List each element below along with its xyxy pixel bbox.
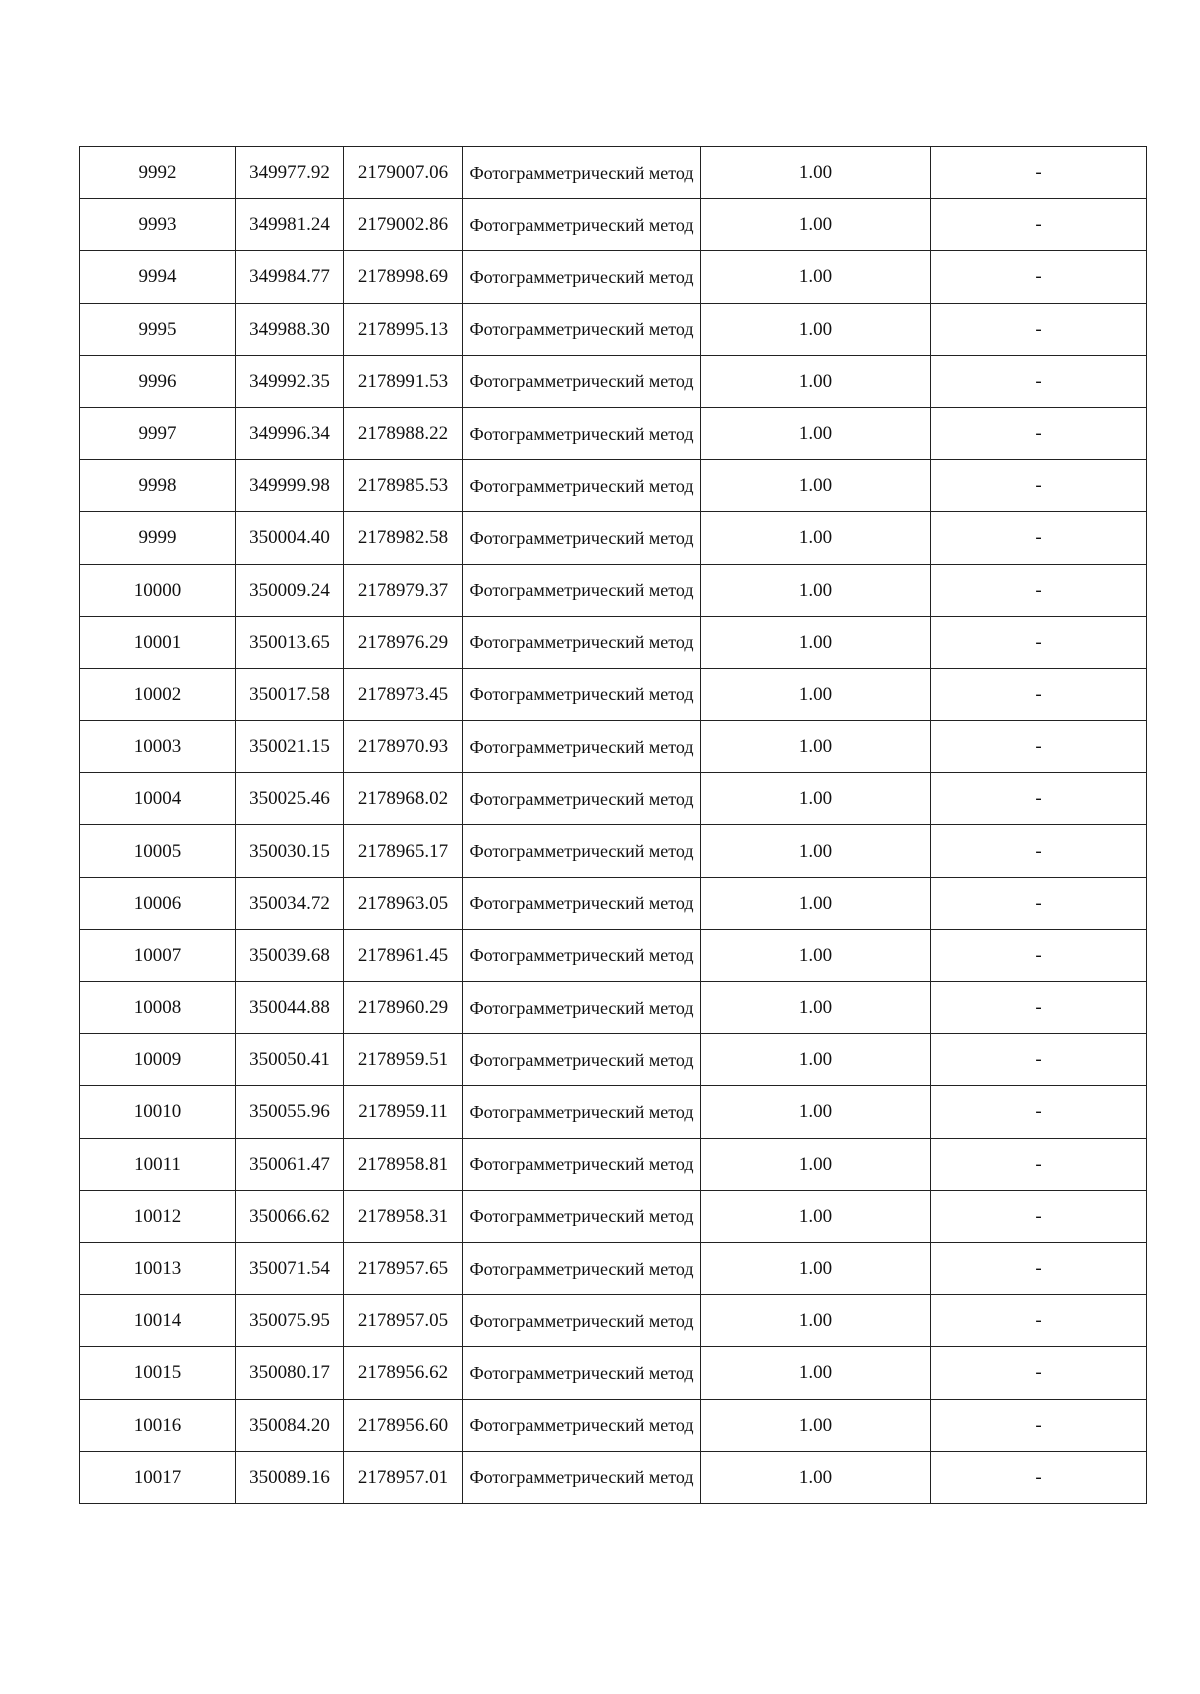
method-cell: Фотограмметрический метод <box>463 929 701 981</box>
x-coordinate-cell: 350034.72 <box>236 877 344 929</box>
accuracy-cell: 1.00 <box>701 982 931 1034</box>
table-row <box>80 1347 1147 1399</box>
y-coordinate-cell: 2178982.58 <box>344 512 463 564</box>
note-cell: - <box>931 355 1147 407</box>
x-coordinate-cell: 350030.15 <box>236 825 344 877</box>
note-cell: - <box>931 1347 1147 1399</box>
note-cell: - <box>931 1399 1147 1451</box>
table-row <box>80 251 1147 303</box>
point-number-cell: 10014 <box>80 1295 236 1347</box>
point-number-cell: 10005 <box>80 825 236 877</box>
table-row <box>80 355 1147 407</box>
y-coordinate-cell: 2178957.05 <box>344 1295 463 1347</box>
coordinates-table-body <box>80 147 1147 1504</box>
y-coordinate-cell: 2178991.53 <box>344 355 463 407</box>
note-cell: - <box>931 721 1147 773</box>
table-row <box>80 512 1147 564</box>
point-number-cell: 10017 <box>80 1451 236 1503</box>
x-coordinate-cell: 350044.88 <box>236 982 344 1034</box>
y-coordinate-cell: 2178979.37 <box>344 564 463 616</box>
method-cell: Фотограмметрический метод <box>463 1242 701 1294</box>
table-row <box>80 929 1147 981</box>
x-coordinate-cell: 350050.41 <box>236 1034 344 1086</box>
y-coordinate-cell: 2178973.45 <box>344 668 463 720</box>
point-number-cell: 10016 <box>80 1399 236 1451</box>
table-row <box>80 1399 1147 1451</box>
method-cell: Фотограмметрический метод <box>463 773 701 825</box>
y-coordinate-cell: 2178965.17 <box>344 825 463 877</box>
table-row <box>80 1295 1147 1347</box>
point-number-cell: 10010 <box>80 1086 236 1138</box>
method-cell: Фотограмметрический метод <box>463 199 701 251</box>
accuracy-cell: 1.00 <box>701 1190 931 1242</box>
accuracy-cell: 1.00 <box>701 199 931 251</box>
method-cell: Фотограмметрический метод <box>463 564 701 616</box>
method-cell: Фотограмметрический метод <box>463 1451 701 1503</box>
method-cell: Фотограмметрический метод <box>463 982 701 1034</box>
accuracy-cell: 1.00 <box>701 1347 931 1399</box>
note-cell: - <box>931 1086 1147 1138</box>
accuracy-cell: 1.00 <box>701 460 931 512</box>
point-number-cell: 10009 <box>80 1034 236 1086</box>
point-number-cell: 10008 <box>80 982 236 1034</box>
x-coordinate-cell: 349981.24 <box>236 199 344 251</box>
y-coordinate-cell: 2178976.29 <box>344 616 463 668</box>
note-cell: - <box>931 1295 1147 1347</box>
y-coordinate-cell: 2178985.53 <box>344 460 463 512</box>
table-row <box>80 773 1147 825</box>
x-coordinate-cell: 350017.58 <box>236 668 344 720</box>
accuracy-cell: 1.00 <box>701 1242 931 1294</box>
method-cell: Фотограмметрический метод <box>463 1086 701 1138</box>
x-coordinate-cell: 350025.46 <box>236 773 344 825</box>
point-number-cell: 10001 <box>80 616 236 668</box>
y-coordinate-cell: 2178998.69 <box>344 251 463 303</box>
point-number-cell: 9996 <box>80 355 236 407</box>
accuracy-cell: 1.00 <box>701 668 931 720</box>
y-coordinate-cell: 2179007.06 <box>344 147 463 199</box>
y-coordinate-cell: 2178988.22 <box>344 407 463 459</box>
y-coordinate-cell: 2178959.11 <box>344 1086 463 1138</box>
y-coordinate-cell: 2178958.31 <box>344 1190 463 1242</box>
coordinates-table <box>79 146 1147 1504</box>
method-cell: Фотограмметрический метод <box>463 512 701 564</box>
accuracy-cell: 1.00 <box>701 512 931 564</box>
method-cell: Фотограмметрический метод <box>463 1399 701 1451</box>
table-row <box>80 1451 1147 1503</box>
method-cell: Фотограмметрический метод <box>463 460 701 512</box>
note-cell: - <box>931 407 1147 459</box>
method-cell: Фотограмметрический метод <box>463 1347 701 1399</box>
note-cell: - <box>931 1190 1147 1242</box>
note-cell: - <box>931 929 1147 981</box>
y-coordinate-cell: 2178968.02 <box>344 773 463 825</box>
table-row <box>80 1242 1147 1294</box>
y-coordinate-cell: 2178956.62 <box>344 1347 463 1399</box>
y-coordinate-cell: 2178957.65 <box>344 1242 463 1294</box>
method-cell: Фотограмметрический метод <box>463 1034 701 1086</box>
point-number-cell: 10006 <box>80 877 236 929</box>
x-coordinate-cell: 350071.54 <box>236 1242 344 1294</box>
accuracy-cell: 1.00 <box>701 825 931 877</box>
point-number-cell: 9992 <box>80 147 236 199</box>
table-row <box>80 147 1147 199</box>
accuracy-cell: 1.00 <box>701 355 931 407</box>
point-number-cell: 10002 <box>80 668 236 720</box>
y-coordinate-cell: 2178961.45 <box>344 929 463 981</box>
x-coordinate-cell: 349996.34 <box>236 407 344 459</box>
method-cell: Фотограмметрический метод <box>463 303 701 355</box>
note-cell: - <box>931 512 1147 564</box>
point-number-cell: 9994 <box>80 251 236 303</box>
x-coordinate-cell: 350009.24 <box>236 564 344 616</box>
accuracy-cell: 1.00 <box>701 721 931 773</box>
accuracy-cell: 1.00 <box>701 1451 931 1503</box>
method-cell: Фотограмметрический метод <box>463 355 701 407</box>
table-row <box>80 1138 1147 1190</box>
note-cell: - <box>931 251 1147 303</box>
note-cell: - <box>931 199 1147 251</box>
table-row <box>80 1034 1147 1086</box>
note-cell: - <box>931 773 1147 825</box>
y-coordinate-cell: 2178960.29 <box>344 982 463 1034</box>
x-coordinate-cell: 350066.62 <box>236 1190 344 1242</box>
table-row <box>80 303 1147 355</box>
x-coordinate-cell: 350004.40 <box>236 512 344 564</box>
method-cell: Фотограмметрический метод <box>463 1138 701 1190</box>
accuracy-cell: 1.00 <box>701 251 931 303</box>
point-number-cell: 9995 <box>80 303 236 355</box>
y-coordinate-cell: 2178958.81 <box>344 1138 463 1190</box>
y-coordinate-cell: 2178970.93 <box>344 721 463 773</box>
point-number-cell: 10003 <box>80 721 236 773</box>
note-cell: - <box>931 460 1147 512</box>
note-cell: - <box>931 1451 1147 1503</box>
method-cell: Фотограмметрический метод <box>463 825 701 877</box>
point-number-cell: 9998 <box>80 460 236 512</box>
y-coordinate-cell: 2178995.13 <box>344 303 463 355</box>
table-row <box>80 1190 1147 1242</box>
note-cell: - <box>931 147 1147 199</box>
note-cell: - <box>931 877 1147 929</box>
accuracy-cell: 1.00 <box>701 147 931 199</box>
accuracy-cell: 1.00 <box>701 877 931 929</box>
method-cell: Фотограмметрический метод <box>463 721 701 773</box>
point-number-cell: 10007 <box>80 929 236 981</box>
y-coordinate-cell: 2178956.60 <box>344 1399 463 1451</box>
method-cell: Фотограмметрический метод <box>463 147 701 199</box>
point-number-cell: 10012 <box>80 1190 236 1242</box>
table-row <box>80 825 1147 877</box>
point-number-cell: 10000 <box>80 564 236 616</box>
table-row <box>80 199 1147 251</box>
x-coordinate-cell: 349977.92 <box>236 147 344 199</box>
accuracy-cell: 1.00 <box>701 407 931 459</box>
accuracy-cell: 1.00 <box>701 1138 931 1190</box>
accuracy-cell: 1.00 <box>701 303 931 355</box>
point-number-cell: 10004 <box>80 773 236 825</box>
x-coordinate-cell: 350039.68 <box>236 929 344 981</box>
x-coordinate-cell: 349992.35 <box>236 355 344 407</box>
note-cell: - <box>931 303 1147 355</box>
x-coordinate-cell: 349999.98 <box>236 460 344 512</box>
point-number-cell: 10013 <box>80 1242 236 1294</box>
y-coordinate-cell: 2178959.51 <box>344 1034 463 1086</box>
point-number-cell: 9999 <box>80 512 236 564</box>
table-row <box>80 982 1147 1034</box>
table-row <box>80 668 1147 720</box>
method-cell: Фотограмметрический метод <box>463 616 701 668</box>
point-number-cell: 10011 <box>80 1138 236 1190</box>
accuracy-cell: 1.00 <box>701 1295 931 1347</box>
table-row <box>80 877 1147 929</box>
table-row <box>80 721 1147 773</box>
accuracy-cell: 1.00 <box>701 564 931 616</box>
table-row <box>80 1086 1147 1138</box>
note-cell: - <box>931 1242 1147 1294</box>
note-cell: - <box>931 564 1147 616</box>
method-cell: Фотограмметрический метод <box>463 251 701 303</box>
table-row <box>80 407 1147 459</box>
accuracy-cell: 1.00 <box>701 1086 931 1138</box>
table-row <box>80 460 1147 512</box>
accuracy-cell: 1.00 <box>701 1399 931 1451</box>
method-cell: Фотограмметрический метод <box>463 407 701 459</box>
x-coordinate-cell: 350021.15 <box>236 721 344 773</box>
x-coordinate-cell: 350075.95 <box>236 1295 344 1347</box>
method-cell: Фотограмметрический метод <box>463 1190 701 1242</box>
x-coordinate-cell: 350013.65 <box>236 616 344 668</box>
note-cell: - <box>931 1034 1147 1086</box>
table-row <box>80 616 1147 668</box>
x-coordinate-cell: 350061.47 <box>236 1138 344 1190</box>
x-coordinate-cell: 350084.20 <box>236 1399 344 1451</box>
note-cell: - <box>931 1138 1147 1190</box>
note-cell: - <box>931 825 1147 877</box>
accuracy-cell: 1.00 <box>701 773 931 825</box>
point-number-cell: 10015 <box>80 1347 236 1399</box>
accuracy-cell: 1.00 <box>701 616 931 668</box>
note-cell: - <box>931 616 1147 668</box>
accuracy-cell: 1.00 <box>701 929 931 981</box>
method-cell: Фотограмметрический метод <box>463 1295 701 1347</box>
x-coordinate-cell: 350080.17 <box>236 1347 344 1399</box>
x-coordinate-cell: 349988.30 <box>236 303 344 355</box>
accuracy-cell: 1.00 <box>701 1034 931 1086</box>
y-coordinate-cell: 2178957.01 <box>344 1451 463 1503</box>
method-cell: Фотограмметрический метод <box>463 877 701 929</box>
x-coordinate-cell: 349984.77 <box>236 251 344 303</box>
y-coordinate-cell: 2179002.86 <box>344 199 463 251</box>
x-coordinate-cell: 350055.96 <box>236 1086 344 1138</box>
point-number-cell: 9993 <box>80 199 236 251</box>
note-cell: - <box>931 668 1147 720</box>
note-cell: - <box>931 982 1147 1034</box>
table-row <box>80 564 1147 616</box>
x-coordinate-cell: 350089.16 <box>236 1451 344 1503</box>
y-coordinate-cell: 2178963.05 <box>344 877 463 929</box>
method-cell: Фотограмметрический метод <box>463 668 701 720</box>
point-number-cell: 9997 <box>80 407 236 459</box>
